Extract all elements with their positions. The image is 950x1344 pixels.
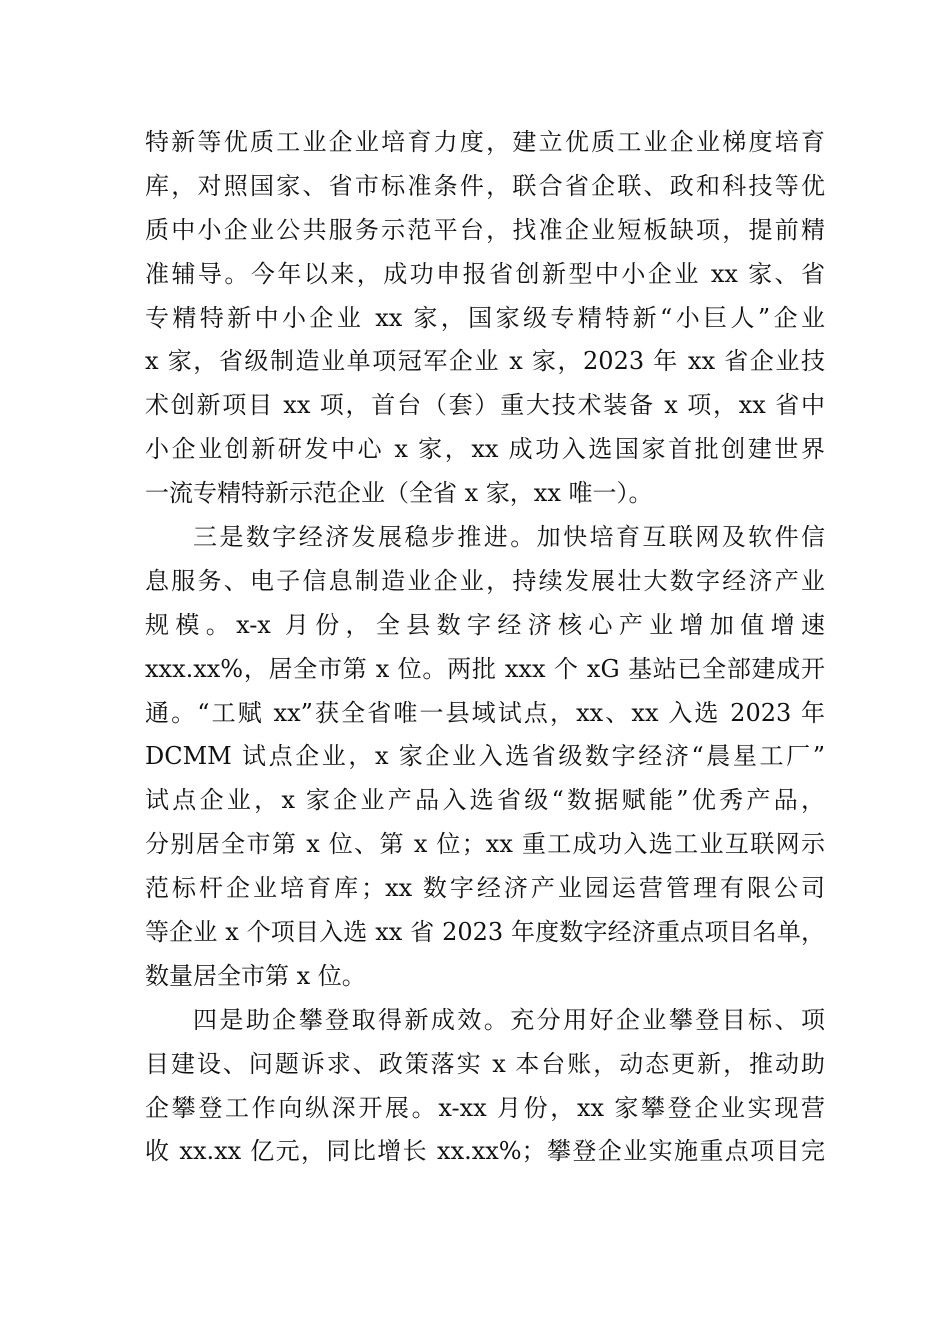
document-body [145,121,825,1174]
text-line: xxx.xx%，居全市第 x 位。两批 xxx 个 xG 基站已全部建成开 [145,654,825,683]
text-line: 库，对照国家、省市标准条件，联合省企联、政和科技等优 [145,171,825,200]
text-line: 范标杆企业培育库；xx 数字经济产业园运营管理有限公司 [145,874,825,903]
text-line: 规模。x-x 月份，全县数字经济核心产业增加值增速 [145,610,825,639]
text-line: 术创新项目 xx 项，首台（套）重大技术装备 x 项，xx 省中 [145,391,825,420]
text-line: 通。“工赋 xx”获全省唯一县域试点，xx、xx 入选 2023 年 [145,698,825,727]
text-line: 小企业创新研发中心 x 家，xx 成功入选国家首批创建世界 [145,435,825,464]
text-line: 质中小企业公共服务示范平台，找准企业短板缺项，提前精 [145,215,825,244]
paragraph-enterprise-climbing [145,999,825,1175]
text-line: 企攀登工作向纵深开展。x-xx 月份，xx 家攀登企业实现营 [145,1093,825,1122]
text-line: 收 xx.xx 亿元，同比增长 xx.xx%；攀登企业实施重点项目完 [145,1137,825,1166]
text-line: 一流专精特新示范企业（全省 x 家，xx 唯一）。 [145,479,653,508]
text-line: 分别居全市第 x 位、第 x 位；xx 重工成功入选工业互联网示 [145,830,825,859]
text-line: 数量居全市第 x 位。 [145,961,366,990]
text-line: 三是数字经济发展稳步推进。加快培育互联网及软件信 [193,523,825,552]
paragraph-digital-economy [145,516,825,999]
text-line: 息服务、电子信息制造业企业，持续发展壮大数字经济产业 [145,566,825,595]
text-line: 专精特新中小企业 xx 家，国家级专精特新“小巨人”企业 [145,303,825,332]
text-line: 等企业 x 个项目入选 xx 省 2023 年度数字经济重点项目名单， [145,918,825,947]
text-line: 四是助企攀登取得新成效。充分用好企业攀登目标、项 [193,1005,825,1034]
text-line: DCMM 试点企业，x 家企业入选省级数字经济“晨星工厂” [145,742,825,771]
text-line: 特新等优质工业企业培育力度，建立优质工业企业梯度培育 [145,128,825,156]
text-line: 试点企业，x 家企业产品入选省级“数据赋能”优秀产品， [145,786,825,815]
paragraph-talent-enterprises [145,121,825,516]
text-line: 目建设、问题诉求、政策落实 x 本台账，动态更新，推动助 [145,1049,825,1078]
text-line: x 家，省级制造业单项冠军企业 x 家，2023 年 xx 省企业技 [145,347,825,376]
text-line: 准辅导。今年以来，成功申报省创新型中小企业 xx 家、省 [145,259,825,288]
